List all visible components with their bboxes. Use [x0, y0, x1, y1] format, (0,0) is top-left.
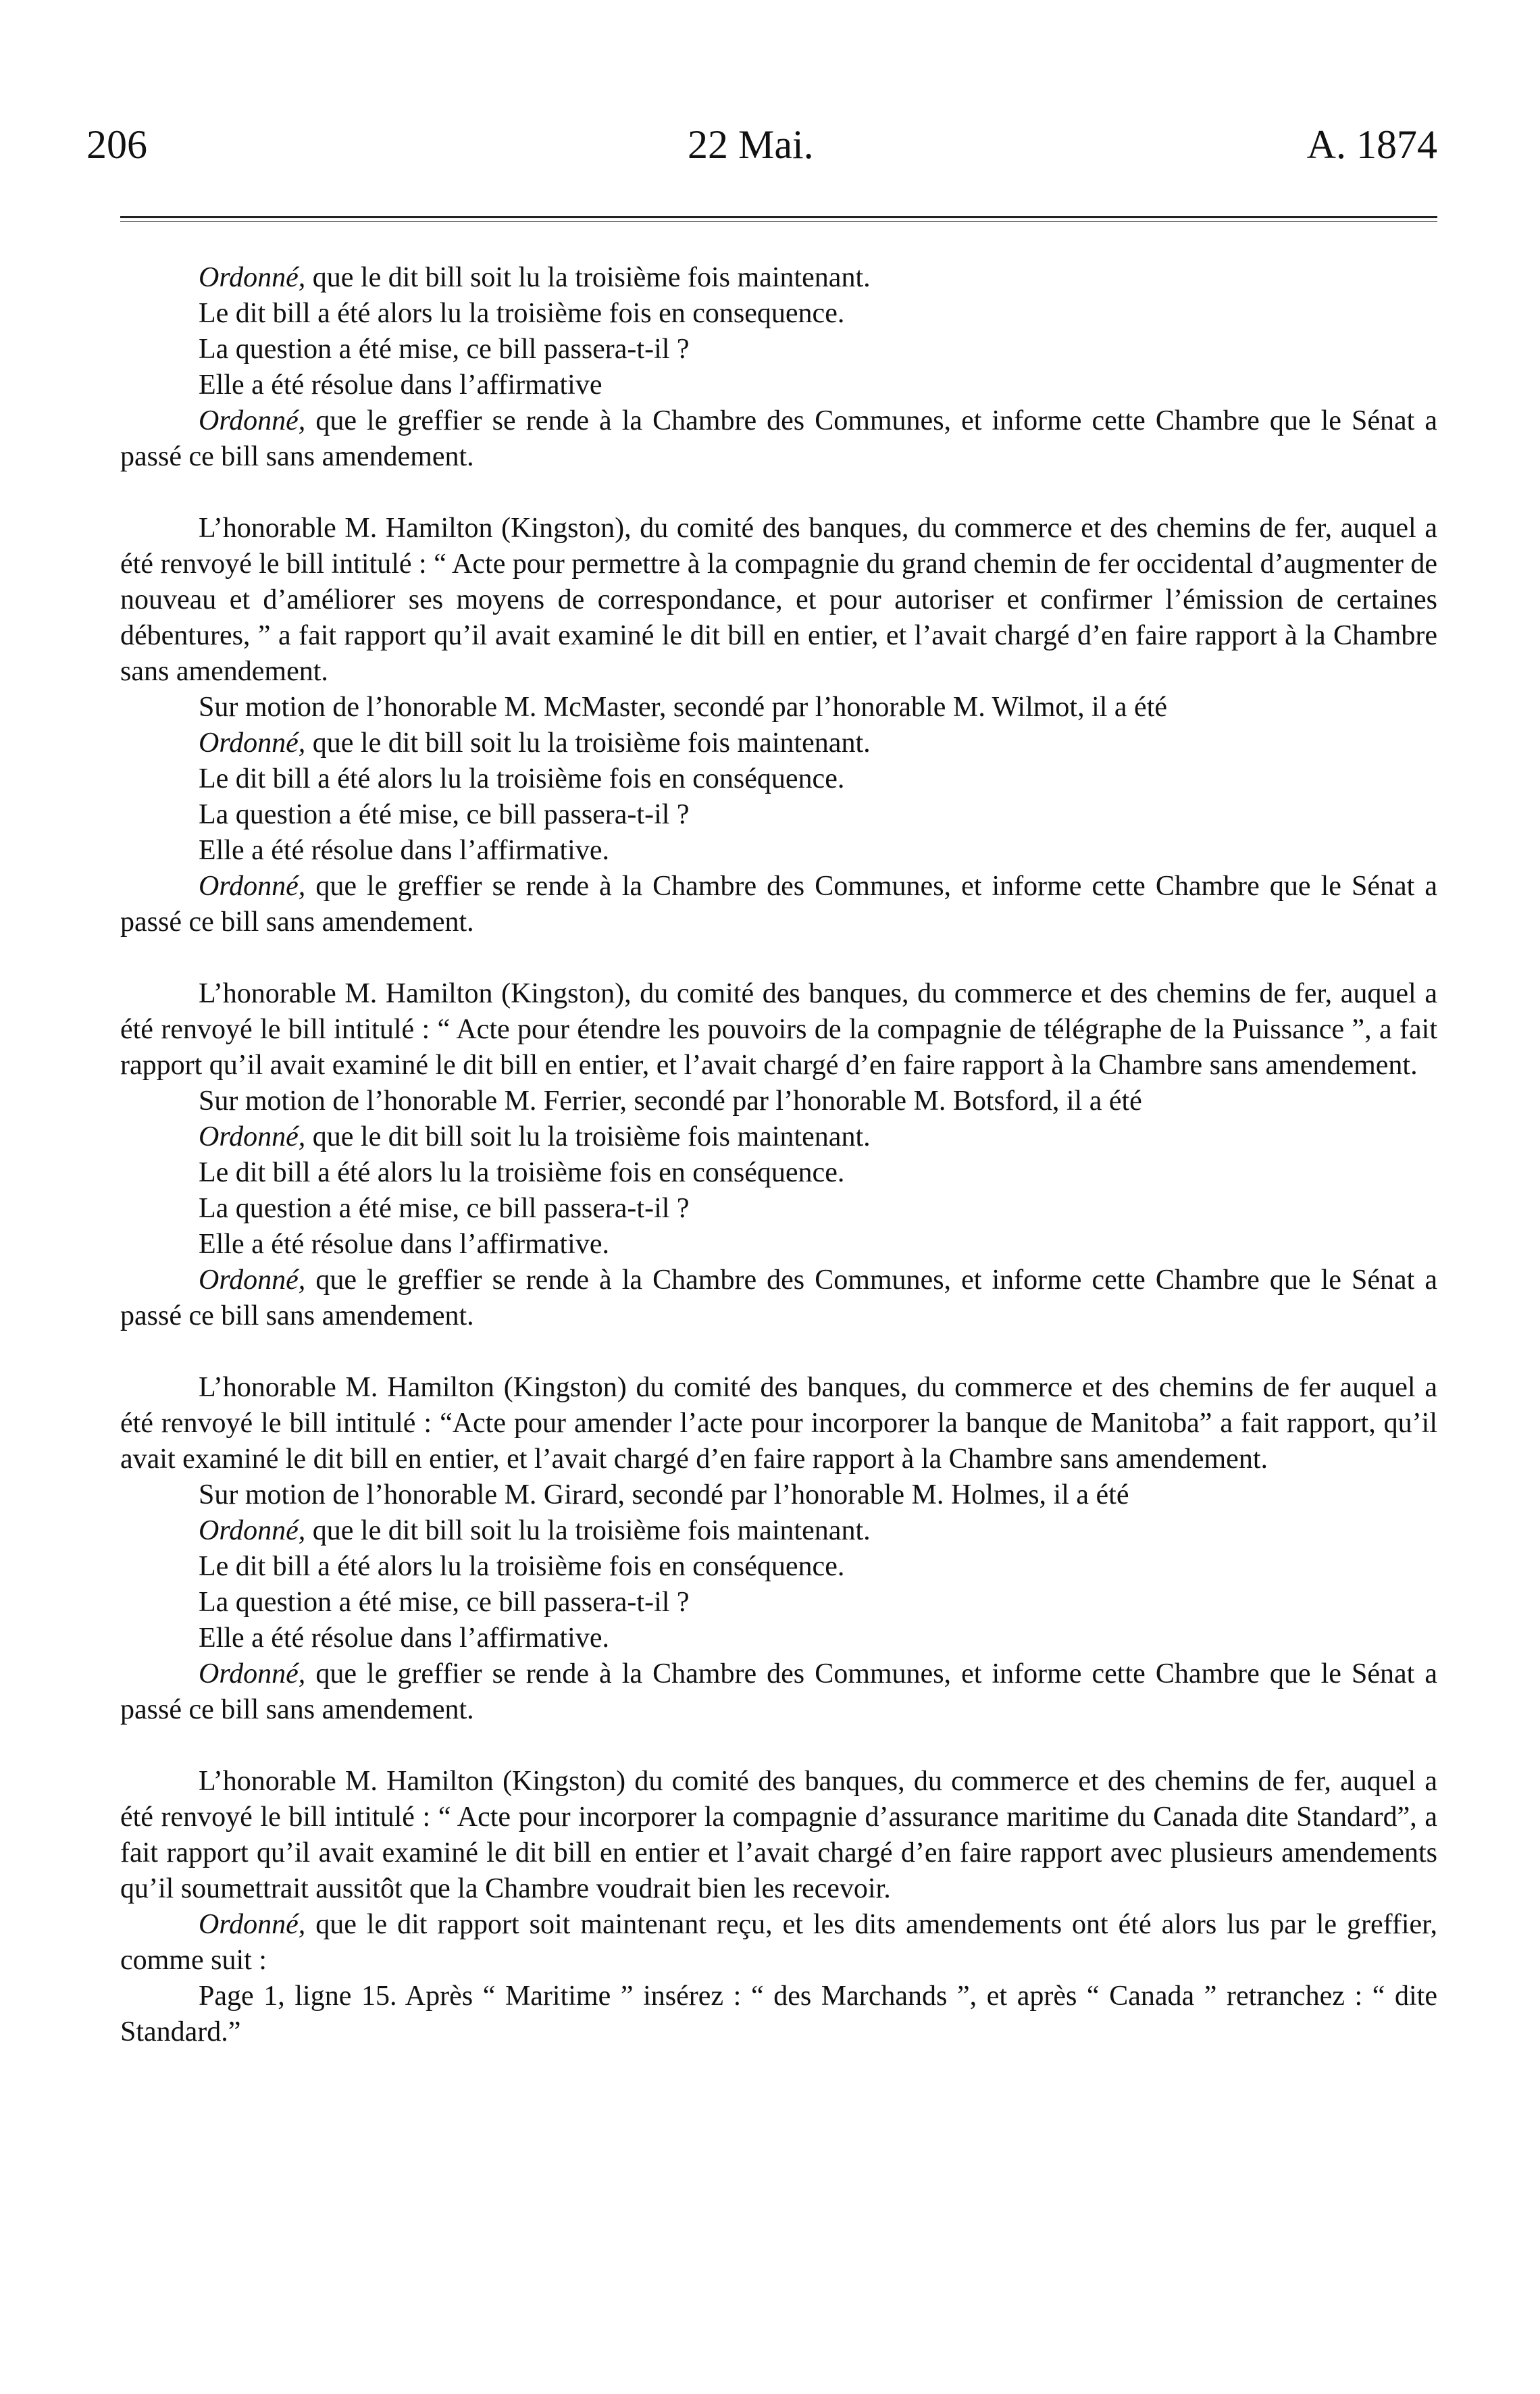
paragraph-text: Sur motion de l’honorable M. Ferrier, secondé par l’honorable M. Botsford, il a été [199, 1086, 1142, 1117]
paragraph-text: Le dit bill a été alors lu la troisième fois en consequence. [199, 298, 845, 329]
journal-entry [120, 260, 1437, 475]
paragraph-text: que le dit bill soit lu la troisième fois maintenant. [305, 728, 871, 759]
page-number: 206 [86, 122, 147, 167]
paragraph-text: que le greffier se rende à la Chambre des Communes, et informe cette Chambre que le Sénat a passé ce bill sans amendement. [120, 871, 1437, 938]
paragraph-text: que le dit bill soit lu la troisième fois maintenant. [305, 1515, 871, 1546]
header-rule [120, 216, 1437, 222]
paragraph-text: que le dit bill soit lu la troisième fois maintenant. [305, 1121, 871, 1152]
paragraph-text: L’honorable M. Hamilton (Kingston), du comité des banques, du commerce et des chemins de fer, auquel a été renvoyé le bill intitulé : “ Acte pour permettre à la compagnie du grand chemin de fer occidental d’augmenter de nouveau et d’améliorer ses moyens de correspondance, et pour autoriser et confirmer l’émission de certaines débentures, ” a fait rapport qu’il avait examiné le dit bill en entier, et l’avait chargé d’en faire rapport à la Chambre sans amendement. [120, 513, 1437, 687]
paragraph-text: Sur motion de l’honorable M. Girard, secondé par l’honorable M. Holmes, il a été [199, 1479, 1129, 1510]
paragraph [120, 761, 1437, 797]
paragraph [120, 1477, 1437, 1513]
paragraph [120, 332, 1437, 367]
paragraph [120, 1370, 1437, 1477]
paragraph [120, 1621, 1437, 1656]
paragraph [120, 1119, 1437, 1155]
journal-entry [120, 511, 1437, 940]
paragraph [120, 1155, 1437, 1191]
paragraph [120, 1979, 1437, 2050]
paragraph [120, 1656, 1437, 1728]
paragraph-text: Elle a été résolue dans l’affirmative. [199, 1229, 609, 1260]
paragraph-text: Le dit bill a été alors lu la troisième fois en conséquence. [199, 1551, 845, 1582]
paragraph [120, 1549, 1437, 1585]
journal-entry [120, 976, 1437, 1334]
paragraph [120, 1263, 1437, 1334]
paragraph [120, 511, 1437, 690]
header-year: A. 1874 [1306, 122, 1437, 167]
paragraph-text: Elle a été résolue dans l’affirmative. [199, 1623, 609, 1654]
ordered-lead: Ordonné, [199, 1121, 306, 1152]
paragraph [120, 403, 1437, 475]
ordered-lead: Ordonné, [199, 1515, 306, 1546]
paragraph [120, 869, 1437, 940]
ordered-lead: Ordonné, [199, 1658, 306, 1689]
paragraph-text: La question a été mise, ce bill passera-t-il ? [199, 1193, 690, 1224]
paragraph [120, 976, 1437, 1084]
paragraph-text: Page 1, ligne 15. Après “ Maritime ” insérez : “ des Marchands ”, et après “ Canada ” retranchez : “ dite Standard.” [120, 1981, 1437, 2047]
paragraph [120, 1513, 1437, 1549]
document-body [120, 260, 1437, 2086]
ordered-lead: Ordonné, [199, 1909, 306, 1940]
paragraph [120, 1764, 1437, 1907]
paragraph [120, 1227, 1437, 1263]
paragraph [120, 725, 1437, 761]
paragraph-text: Le dit bill a été alors lu la troisième fois en conséquence. [199, 1157, 845, 1188]
ordered-lead: Ordonné, [199, 728, 306, 759]
paragraph [120, 690, 1437, 725]
paragraph-text: La question a été mise, ce bill passera-t-il ? [199, 1587, 690, 1618]
paragraph [120, 1907, 1437, 1979]
ordered-lead: Ordonné, [199, 262, 306, 293]
header-date: 22 Mai. [688, 122, 814, 167]
paragraph [120, 1585, 1437, 1621]
paragraph [120, 1191, 1437, 1227]
paragraph-text: que le dit rapport soit maintenant reçu, et les dits amendements ont été alors lus par le greffier, comme suit : [120, 1909, 1437, 1976]
paragraph-text: Sur motion de l’honorable M. McMaster, secondé par l’honorable M. Wilmot, il a été [199, 692, 1168, 723]
paragraph [120, 296, 1437, 332]
paragraph-text: L’honorable M. Hamilton (Kingston), du comité des banques, du commerce et des chemins de fer, auquel a été renvoyé le bill intitulé : “ Acte pour étendre les pouvoirs de la compagnie de télégraphe de la Puissance ”, a fait rapport qu’il avait examiné le dit bill en entier, et l’avait chargé d’en faire rapport à la Chambre sans amendement. [120, 978, 1437, 1081]
paragraph-text: La question a été mise, ce bill passera-t-il ? [199, 334, 690, 365]
document-page [86, 101, 1437, 2047]
paragraph [120, 367, 1437, 403]
paragraph-text: que le greffier se rende à la Chambre des Communes, et informe cette Chambre que le Sénat a passé ce bill sans amendement. [120, 405, 1437, 472]
paragraph-text: que le greffier se rende à la Chambre des Communes, et informe cette Chambre que le Sénat a passé ce bill sans amendement. [120, 1265, 1437, 1331]
paragraph [120, 1084, 1437, 1119]
ordered-lead: Ordonné, [199, 1265, 306, 1296]
paragraph-text: L’honorable M. Hamilton (Kingston) du comité des banques, du commerce et des chemins de fer, auquel a été renvoyé le bill intitulé : “ Acte pour incorporer la compagnie d’assurance maritime du Canada dite Standard”, a fait rapport qu’il avait examiné le dit bill en entier et l’avait chargé d’en faire rapport avec plusieurs amendements qu’il soumettrait aussitôt que la Chambre voudrait bien les recevoir. [120, 1766, 1437, 1904]
paragraph [120, 260, 1437, 296]
journal-entry [120, 1764, 1437, 2050]
ordered-lead: Ordonné, [199, 405, 306, 436]
paragraph-text: que le greffier se rende à la Chambre des Communes, et informe cette Chambre que le Sénat a passé ce bill sans amendement. [120, 1658, 1437, 1725]
running-header [86, 101, 1437, 176]
ordered-lead: Ordonné, [199, 871, 306, 902]
journal-entry [120, 1370, 1437, 1728]
paragraph-text: L’honorable M. Hamilton (Kingston) du comité des banques, du commerce et des chemins de fer auquel a été renvoyé le bill intitulé : “Acte pour amender l’acte pour incorporer la banque de Manitoba” a fait rapport, qu’il avait examiné le dit bill en entier, et l’avait chargé d’en faire rapport à la Chambre sans amendement. [120, 1372, 1437, 1475]
paragraph-text: Elle a été résolue dans l’affirmative. [199, 835, 609, 866]
paragraph-text: Elle a été résolue dans l’affirmative [199, 370, 602, 401]
paragraph-text: Le dit bill a été alors lu la troisième fois en conséquence. [199, 763, 845, 794]
paragraph [120, 833, 1437, 869]
paragraph [120, 797, 1437, 833]
paragraph-text: que le dit bill soit lu la troisième fois maintenant. [305, 262, 871, 293]
paragraph-text: La question a été mise, ce bill passera-t-il ? [199, 799, 690, 830]
